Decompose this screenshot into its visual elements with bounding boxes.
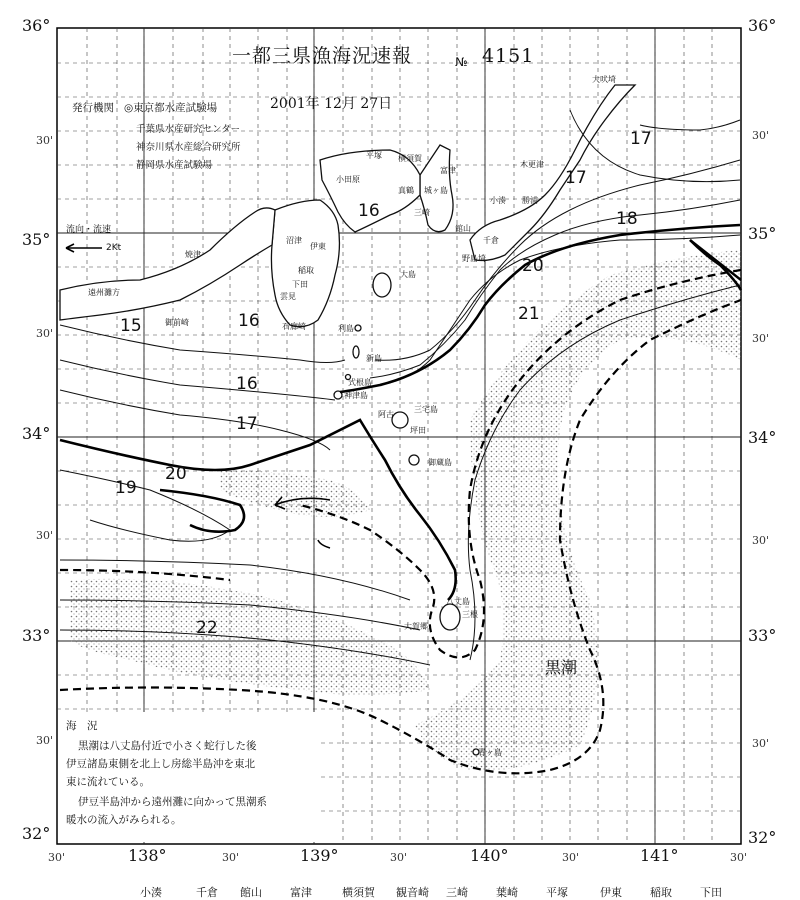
lat-3330-left: 30' [36, 529, 54, 542]
place-numazu: 沼津 [286, 236, 302, 245]
lat-3230-left: 30' [36, 734, 54, 747]
bulletin-number-mark: № [455, 55, 468, 69]
mikurajima-island [409, 455, 419, 465]
lon-141: 141° [640, 846, 679, 865]
place-nojimazaki: 野島埼 [462, 254, 486, 263]
footer-place-4: 横須賀 [342, 886, 375, 899]
isotherm-label-15: 15 [120, 316, 142, 336]
footer-place-10: 稲取 [650, 886, 672, 899]
bulletin-date: 2001年 12月 27日 [270, 96, 393, 112]
lat-34-left: 34° [22, 424, 51, 443]
footer-place-5: 観音崎 [396, 886, 429, 899]
kuroshio-label: 黒潮 [545, 658, 578, 677]
place-yaizu: 焼津 [185, 250, 201, 259]
isotherm-label-20a: 20 [165, 464, 187, 484]
notes-panel [58, 712, 318, 842]
hachijojima-island [440, 604, 460, 630]
place-enshunada: 遠州灘方 [88, 288, 120, 297]
notes-line-4: 伊豆半島沖から遠州灘に向かって黒潮系 [78, 796, 267, 808]
lat-3430-left: 30' [36, 327, 54, 340]
agency-shizuoka: 静岡県水産試験場 [136, 160, 213, 171]
place-hiratsuka: 平塚 [366, 151, 382, 160]
footer-place-11: 下田 [700, 886, 722, 899]
place-irozaki: 石廊崎 [282, 322, 306, 331]
lon-13830: 30' [222, 851, 240, 864]
place-hachijojima: 八丈島 [446, 597, 470, 606]
flow-legend-label: 流向・流速 [66, 225, 112, 235]
place-toshima: 利島 [338, 324, 354, 333]
lat-32-left: 32° [22, 824, 51, 843]
notes-line-3: 東に流れている。 [66, 776, 150, 788]
place-oofusaki: 大吠埼 [592, 75, 616, 84]
lon-138: 138° [128, 846, 167, 865]
notes-heading: 海 況 [66, 720, 98, 732]
place-mikurajima: 御蔵島 [428, 458, 452, 467]
place-oshima: 大島 [400, 270, 416, 279]
notes-line-1: 黒潮は八丈島付近で小さく蛇行した後 [78, 740, 257, 752]
place-niijima: 新島 [366, 354, 382, 363]
lat-34-right: 34° [748, 428, 777, 447]
lat-3330-right: 30' [752, 534, 770, 547]
isotherm-label-17b: 17 [565, 168, 587, 188]
agency-label: 発行機関 [72, 102, 114, 114]
place-futtsu: 富津 [440, 166, 456, 175]
place-omaezaki: 御前崎 [165, 318, 189, 327]
lon-139: 139° [300, 846, 339, 865]
place-tateyama: 館山 [455, 224, 471, 233]
place-okago: 大賀郷 [404, 622, 428, 631]
lat-33-right: 33° [748, 626, 777, 645]
place-miura: 三崎 [414, 208, 430, 217]
place-shikinejima: 式根島 [348, 378, 372, 387]
boso-peninsula [470, 85, 635, 260]
isotherm-label-21: 21 [518, 304, 540, 324]
lon-14130: 30' [730, 851, 748, 864]
agency-kanagawa: 神奈川県水産総合研究所 [136, 142, 241, 153]
flow-legend-speed: 2Kt [106, 243, 122, 253]
footer-place-7: 葉崎 [496, 886, 518, 899]
izu-peninsula [271, 200, 339, 327]
lat-33-left: 33° [22, 626, 51, 645]
place-kominato: 小湊 [490, 196, 506, 205]
lat-3230-right: 30' [752, 737, 770, 750]
place-kisarazu: 木更津 [520, 160, 544, 169]
isotherm-label-16c: 16 [236, 374, 258, 394]
footer-place-8: 平塚 [546, 886, 568, 899]
place-chikura: 千倉 [483, 236, 499, 245]
place-mitsune: 三根 [462, 610, 478, 619]
place-tsubota: 坪田 [410, 426, 426, 435]
footer-place-2: 館山 [240, 886, 262, 899]
kuroshio-axis [60, 270, 741, 773]
footer-place-6: 三崎 [446, 886, 468, 899]
lon-13930: 30' [390, 851, 408, 864]
notes-line-5: 暖水の流入がみられる。 [66, 814, 182, 826]
place-yokosuka: 横須賀 [398, 154, 422, 163]
bulletin-number: 4151 [482, 45, 535, 67]
lat-3530-left: 30' [36, 134, 54, 147]
bulletin-title: 一都三県漁海況速報 [232, 45, 413, 67]
isotherm-label-19: 19 [115, 478, 137, 498]
kuroshio-warm-areas [70, 250, 741, 771]
lat-35-left: 35° [22, 230, 51, 249]
place-iwaki: 雲見 [280, 292, 296, 301]
isotherm-label-16a: 16 [238, 311, 260, 331]
lon-13730: 30' [48, 851, 66, 864]
footer-place-3: 富津 [290, 886, 312, 899]
place-shimoda: 下田 [292, 280, 308, 289]
footer-place-9: 伊東 [600, 886, 622, 899]
place-odawara: 小田原 [336, 175, 360, 184]
agency-chiba: 千葉県水産研究センター [136, 124, 241, 135]
lat-35-right: 35° [748, 224, 777, 243]
isotherm-label-20b: 20 [522, 256, 544, 276]
footer-place-0: 小湊 [140, 886, 162, 899]
toshima-island [355, 325, 361, 331]
lat-36-left: 36° [22, 16, 51, 35]
isotherm-label-17a: 17 [236, 414, 258, 434]
lat-3530-right: 30' [752, 129, 770, 142]
oshima-island [373, 273, 391, 297]
place-katsuura: 勝浦 [522, 196, 538, 205]
isotherm-label-22: 22 [196, 618, 218, 638]
lat-32-right: 32° [748, 828, 777, 847]
niijima-island [353, 346, 359, 358]
agency-tokyo: ◎東京都水産試験場 [124, 102, 218, 114]
place-ako: 阿古 [378, 410, 394, 419]
notes-line-2: 伊豆諸島東側を北上し房総半島沖を東北 [66, 758, 255, 770]
lat-36-right: 36° [748, 16, 777, 35]
footer-place-1: 千倉 [196, 886, 218, 899]
isotherm-label-17c: 17 [630, 129, 652, 149]
lon-14030: 30' [562, 851, 580, 864]
isotherm-label-18: 18 [616, 209, 638, 229]
place-miyakejima: 三宅島 [414, 405, 438, 414]
place-jogashima: 城ヶ島 [424, 186, 448, 195]
lon-140: 140° [470, 846, 509, 865]
place-manazuru: 真鶴 [398, 186, 414, 195]
place-aogashima: 青ヶ島 [478, 748, 502, 757]
lat-3430-right: 30' [752, 332, 770, 345]
miyakejima-island [392, 412, 408, 428]
isotherm-label-16b: 16 [358, 201, 380, 221]
place-inatori: 稲取 [298, 266, 314, 275]
place-kouzushima: 神津島 [344, 391, 368, 400]
place-ito: 伊東 [310, 242, 326, 251]
